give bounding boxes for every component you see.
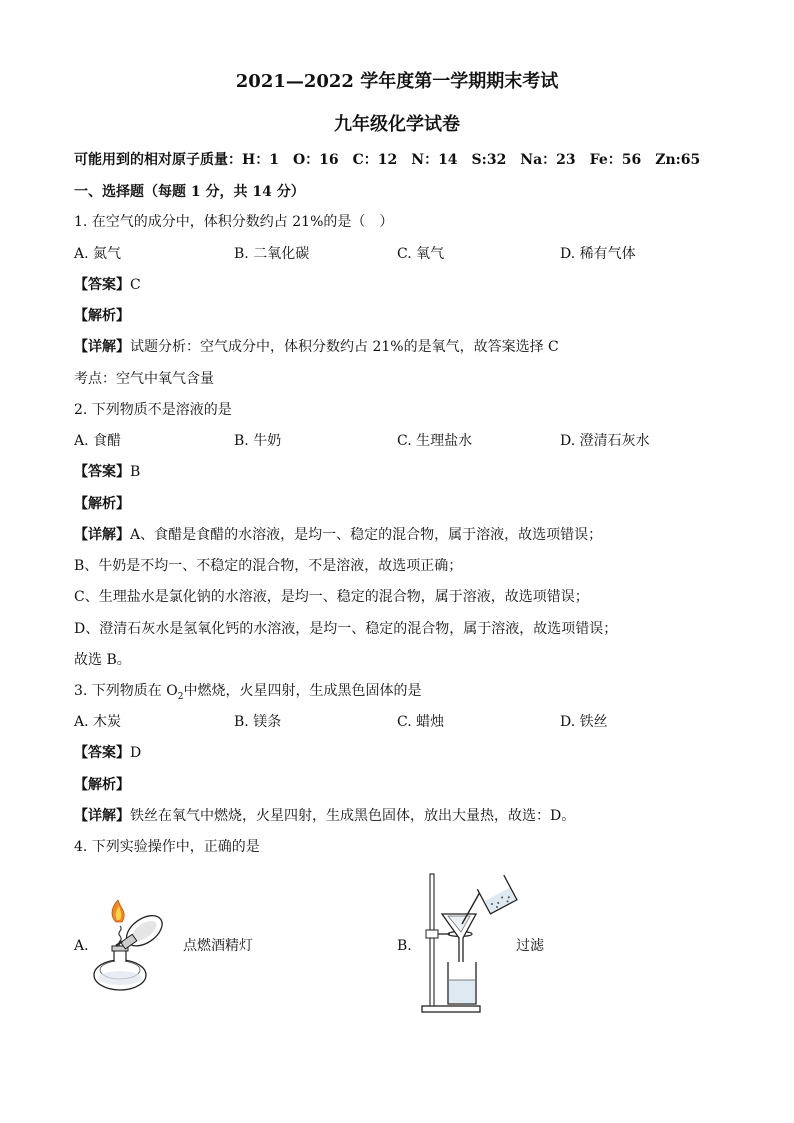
q2-analysis-label: 【解析】 xyxy=(74,496,130,512)
q4-option-a-letter: A. xyxy=(74,938,89,954)
q2-detail-line: 故选 B。 xyxy=(74,652,131,668)
q2-detail-text: A、食醋是食醋的水溶液，是均一、稳定的混合物，属于溶液，故选项错误； xyxy=(130,527,603,543)
q1-option-b: B. 二氧化碳 xyxy=(234,246,310,262)
q2-option-d: D. 澄清石灰水 xyxy=(560,433,650,449)
detail-label: 【详解】 xyxy=(74,808,130,824)
q3-detail-text: 铁丝在氧气中燃烧，火星四射，生成黑色固体，放出大量热，故选：D。 xyxy=(130,808,576,824)
q3-detail xyxy=(74,807,575,825)
detail-label: 【详解】 xyxy=(74,527,130,543)
section-heading: 一、选择题（每题 1 分，共 14 分） xyxy=(74,184,305,200)
answer-label: 【答案】 xyxy=(74,745,130,761)
q3-stem-post: 中燃烧，火星四射，生成黑色固体的是 xyxy=(183,683,422,699)
q2-detail-line: C、生理盐水是氯化钠的水溶液，是均一、稳定的混合物，属于溶液，故选项错误； xyxy=(74,589,589,605)
q4-stem: 4. 下列实验操作中，正确的是 xyxy=(74,839,260,855)
q3-answer-value: D xyxy=(130,745,142,761)
q3-stem xyxy=(74,682,421,700)
q1-answer-value: C xyxy=(130,277,141,293)
q3-option-b: B. 镁条 xyxy=(234,714,282,730)
detail-label: 【详解】 xyxy=(74,339,130,355)
q2-detail-line: D、澄清石灰水是氢氧化钙的水溶液，是均一、稳定的混合物，属于溶液，故选项错误； xyxy=(74,621,618,637)
exam-subtitle: 九年级化学试卷 xyxy=(334,114,460,135)
q2-answer-value: B xyxy=(130,464,141,480)
answer-label: 【答案】 xyxy=(74,464,130,480)
q3-analysis-label: 【解析】 xyxy=(74,777,130,793)
q4-option-a-caption: 点燃酒精灯 xyxy=(183,938,253,954)
filtration-apparatus-illustration xyxy=(418,872,538,1015)
q3-option-c: C. 蜡烛 xyxy=(397,714,445,730)
q1-detail xyxy=(74,338,559,356)
q1-detail-text: 试题分析：空气成分中，体积分数约占 21%的是氧气，故答案选择 C xyxy=(130,339,559,355)
q1-option-a: A. 氮气 xyxy=(74,246,122,262)
alcohol-lamp-lighting-illustration xyxy=(90,900,180,995)
exam-title: 2021—2022 学年度第一学期期末考试 xyxy=(235,71,559,92)
q3-option-a: A. 木炭 xyxy=(74,714,122,730)
q3-answer xyxy=(74,744,141,762)
q2-answer xyxy=(74,463,140,481)
q1-analysis-label: 【解析】 xyxy=(74,308,130,324)
q3-stem-pre: 3. 下列物质在 O xyxy=(74,683,178,699)
q1-option-d: D. 稀有气体 xyxy=(560,246,636,262)
q1-note: 考点：空气中氧气含量 xyxy=(74,371,214,387)
q2-detail xyxy=(74,526,602,544)
atomic-mass-line: 可能用到的相对原子质量：H：1 O：16 C：12 N：14 S:32 Na：23 Fe：56 Zn:65 xyxy=(74,152,701,168)
q4-option-b-letter: B. xyxy=(397,938,412,954)
q2-detail-line: B、牛奶是不均一、不稳定的混合物，不是溶液，故选项正确； xyxy=(74,558,463,574)
q2-option-b: B. 牛奶 xyxy=(234,433,282,449)
q3-option-d: D. 铁丝 xyxy=(560,714,608,730)
q1-option-c: C. 氧气 xyxy=(397,246,445,262)
q2-option-c: C. 生理盐水 xyxy=(397,433,473,449)
answer-label: 【答案】 xyxy=(74,277,130,293)
q1-stem: 1. 在空气的成分中，体积分数约占 21%的是（ ） xyxy=(74,214,394,230)
q1-answer xyxy=(74,276,141,294)
q4-option-b-caption: 过滤 xyxy=(516,938,544,954)
q2-stem: 2. 下列物质不是溶液的是 xyxy=(74,402,232,418)
q2-option-a: A. 食醋 xyxy=(74,433,122,449)
q3-stem-subscript: 2 xyxy=(177,691,184,702)
